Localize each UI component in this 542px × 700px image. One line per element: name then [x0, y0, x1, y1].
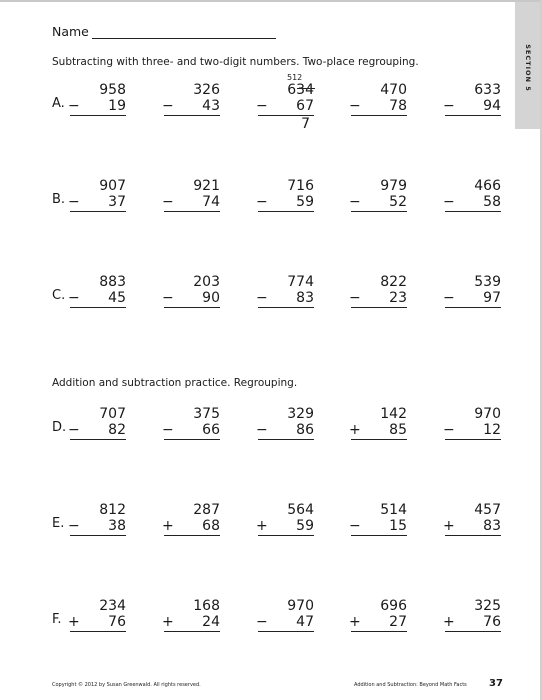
subtrahend: 15 [389, 518, 407, 534]
minuend: 716 [287, 178, 314, 194]
operator-sign: − [349, 518, 361, 534]
operand-row [160, 194, 220, 210]
row-label: C. [52, 288, 66, 303]
page-top-edge [0, 0, 542, 2]
problem [254, 82, 314, 132]
answer-line [70, 307, 126, 308]
subtrahend: 76 [483, 614, 501, 630]
problem [66, 178, 126, 212]
operator-sign: − [256, 422, 268, 438]
answer-line [351, 211, 407, 212]
problem [347, 82, 407, 116]
minuend: 168 [193, 598, 220, 614]
operand-row [254, 290, 314, 306]
part2-instruction: Addition and subtraction practice. Regrouping. [52, 377, 298, 389]
minuend: 774 [287, 274, 314, 290]
minuend: 466 [474, 178, 501, 194]
problem [441, 178, 501, 212]
problem [441, 598, 501, 632]
subtrahend: 85 [389, 422, 407, 438]
operator-sign: − [162, 290, 174, 306]
minuend: 234 [99, 598, 126, 614]
subtrahend: 12 [483, 422, 501, 438]
answer-line [164, 535, 220, 536]
operator-sign: − [349, 290, 361, 306]
problem [441, 82, 501, 116]
problem [254, 502, 314, 536]
subtrahend: 86 [296, 422, 314, 438]
row-label: E. [52, 516, 65, 531]
subtrahend: 83 [483, 518, 501, 534]
section-tab-label: SECTION 5 [523, 44, 532, 92]
problem [254, 274, 314, 308]
problem [160, 274, 220, 308]
copyright-text: Copyright © 2012 by Susan Greenwald. All rights reserved. [52, 682, 201, 688]
minuend: 539 [474, 274, 501, 290]
operand-row [347, 614, 407, 630]
operator-sign: − [349, 194, 361, 210]
operand-row [347, 518, 407, 534]
subtrahend: 47 [296, 614, 314, 630]
answer-line [70, 439, 126, 440]
operand-row [66, 194, 126, 210]
operator-sign: − [68, 422, 80, 438]
answer-line [351, 439, 407, 440]
minuend: 634 [287, 82, 314, 98]
answer-line [164, 631, 220, 632]
problem [347, 406, 407, 440]
row-label: B. [52, 192, 66, 207]
answer-digit: 7 [301, 116, 310, 132]
operand-row [160, 98, 220, 114]
subtrahend: 78 [389, 98, 407, 114]
answer-line [351, 631, 407, 632]
answer-line [445, 631, 501, 632]
minuend: 325 [474, 598, 501, 614]
answer-line [445, 307, 501, 308]
operand-row [347, 290, 407, 306]
operator-sign: + [162, 518, 174, 534]
minuend: 564 [287, 502, 314, 518]
operand-row [347, 194, 407, 210]
minuend: 329 [287, 406, 314, 422]
operator-sign: − [443, 194, 455, 210]
operand-row [66, 518, 126, 534]
answer-line [70, 631, 126, 632]
minuend: 707 [99, 406, 126, 422]
problem [441, 502, 501, 536]
subtrahend: 66 [202, 422, 220, 438]
problem [160, 82, 220, 116]
answer-line [258, 535, 314, 536]
subtrahend: 59 [296, 518, 314, 534]
section-tab [515, 2, 540, 129]
minuend: 287 [193, 502, 220, 518]
operand-row [441, 194, 501, 210]
regroup-strike [297, 88, 306, 89]
problem [254, 178, 314, 212]
subtrahend: 58 [483, 194, 501, 210]
minuend: 907 [99, 178, 126, 194]
minuend: 326 [193, 82, 220, 98]
name-label: Name [52, 24, 89, 39]
subtrahend: 68 [202, 518, 220, 534]
problem [66, 502, 126, 536]
operand-row [441, 614, 501, 630]
row-label: A. [52, 96, 65, 111]
problem [254, 406, 314, 440]
operator-sign: − [68, 518, 80, 534]
book-title: Addition and Subtraction: Beyond Math Facts [354, 682, 467, 688]
row-label: D. [52, 420, 67, 435]
problem [254, 598, 314, 632]
regroup-marks: 512 [287, 73, 303, 82]
operator-sign: − [162, 194, 174, 210]
operand-row [254, 98, 314, 114]
minuend: 142 [380, 406, 407, 422]
answer-line [70, 115, 126, 116]
operator-sign: − [349, 98, 361, 114]
subtrahend: 76 [108, 614, 126, 630]
operand-row [66, 422, 126, 438]
problem [347, 598, 407, 632]
name-answer-line [92, 38, 276, 39]
subtrahend: 74 [202, 194, 220, 210]
answer-line [258, 307, 314, 308]
minuend: 822 [380, 274, 407, 290]
minuend: 633 [474, 82, 501, 98]
operator-sign: + [443, 614, 455, 630]
operand-row [160, 614, 220, 630]
problem [347, 502, 407, 536]
operand-row [441, 290, 501, 306]
operator-sign: + [256, 518, 268, 534]
subtrahend: 45 [108, 290, 126, 306]
problem [441, 274, 501, 308]
subtrahend: 67 [296, 98, 314, 114]
operand-row [347, 422, 407, 438]
problem [66, 598, 126, 632]
minuend: 883 [99, 274, 126, 290]
operator-sign: − [162, 98, 174, 114]
operand-row [160, 290, 220, 306]
operand-row [160, 518, 220, 534]
subtrahend: 38 [108, 518, 126, 534]
operand-row [66, 290, 126, 306]
operator-sign: − [68, 290, 80, 306]
minuend: 457 [474, 502, 501, 518]
problem [441, 406, 501, 440]
problem [160, 406, 220, 440]
answer-line [164, 115, 220, 116]
answer-line [164, 211, 220, 212]
operator-sign: − [256, 98, 268, 114]
regroup-strike [306, 88, 315, 89]
operand-row [441, 518, 501, 534]
subtrahend: 90 [202, 290, 220, 306]
answer-line [445, 115, 501, 116]
answer-line [258, 631, 314, 632]
minuend: 970 [474, 406, 501, 422]
operand-row [441, 98, 501, 114]
operator-sign: − [256, 194, 268, 210]
operand-row [66, 614, 126, 630]
subtrahend: 24 [202, 614, 220, 630]
answer-line [445, 211, 501, 212]
minuend: 979 [380, 178, 407, 194]
answer-line [164, 307, 220, 308]
operand-row [347, 98, 407, 114]
answer-line [70, 211, 126, 212]
problem [66, 274, 126, 308]
subtrahend: 82 [108, 422, 126, 438]
operator-sign: + [68, 614, 80, 630]
operator-sign: + [162, 614, 174, 630]
part1-instruction: Subtracting with three- and two-digit numbers. Two-place regrouping. [52, 56, 419, 68]
subtrahend: 19 [108, 98, 126, 114]
minuend: 958 [99, 82, 126, 98]
subtrahend: 94 [483, 98, 501, 114]
problem [160, 502, 220, 536]
operator-sign: − [256, 614, 268, 630]
problem [347, 178, 407, 212]
operator-sign: − [68, 98, 80, 114]
problem [66, 82, 126, 116]
minuend: 470 [380, 82, 407, 98]
operator-sign: + [349, 614, 361, 630]
subtrahend: 59 [296, 194, 314, 210]
operator-sign: − [256, 290, 268, 306]
answer-line [70, 535, 126, 536]
subtrahend: 83 [296, 290, 314, 306]
subtrahend: 97 [483, 290, 501, 306]
answer-line [164, 439, 220, 440]
operand-row [254, 422, 314, 438]
operand-row [254, 194, 314, 210]
operand-row [66, 98, 126, 114]
operator-sign: + [349, 422, 361, 438]
answer-line [351, 307, 407, 308]
operand-row [441, 422, 501, 438]
minuend: 203 [193, 274, 220, 290]
row-label: F. [52, 612, 62, 627]
page-number: 37 [489, 678, 503, 689]
subtrahend: 37 [108, 194, 126, 210]
problem [66, 406, 126, 440]
operator-sign: − [443, 290, 455, 306]
minuend: 970 [287, 598, 314, 614]
operator-sign: − [443, 98, 455, 114]
operand-row [254, 614, 314, 630]
answer-line [258, 439, 314, 440]
operand-row [254, 518, 314, 534]
minuend: 375 [193, 406, 220, 422]
minuend: 514 [380, 502, 407, 518]
operator-sign: − [68, 194, 80, 210]
operator-sign: + [443, 518, 455, 534]
subtrahend: 23 [389, 290, 407, 306]
operator-sign: − [162, 422, 174, 438]
answer-line [351, 535, 407, 536]
problem [347, 274, 407, 308]
problem [160, 178, 220, 212]
minuend: 812 [99, 502, 126, 518]
answer-line [445, 439, 501, 440]
answer-line [258, 211, 314, 212]
answer-line [351, 115, 407, 116]
operand-row [160, 422, 220, 438]
subtrahend: 27 [389, 614, 407, 630]
minuend: 696 [380, 598, 407, 614]
problem [160, 598, 220, 632]
minuend: 921 [193, 178, 220, 194]
subtrahend: 43 [202, 98, 220, 114]
answer-line [445, 535, 501, 536]
operator-sign: − [443, 422, 455, 438]
subtrahend: 52 [389, 194, 407, 210]
